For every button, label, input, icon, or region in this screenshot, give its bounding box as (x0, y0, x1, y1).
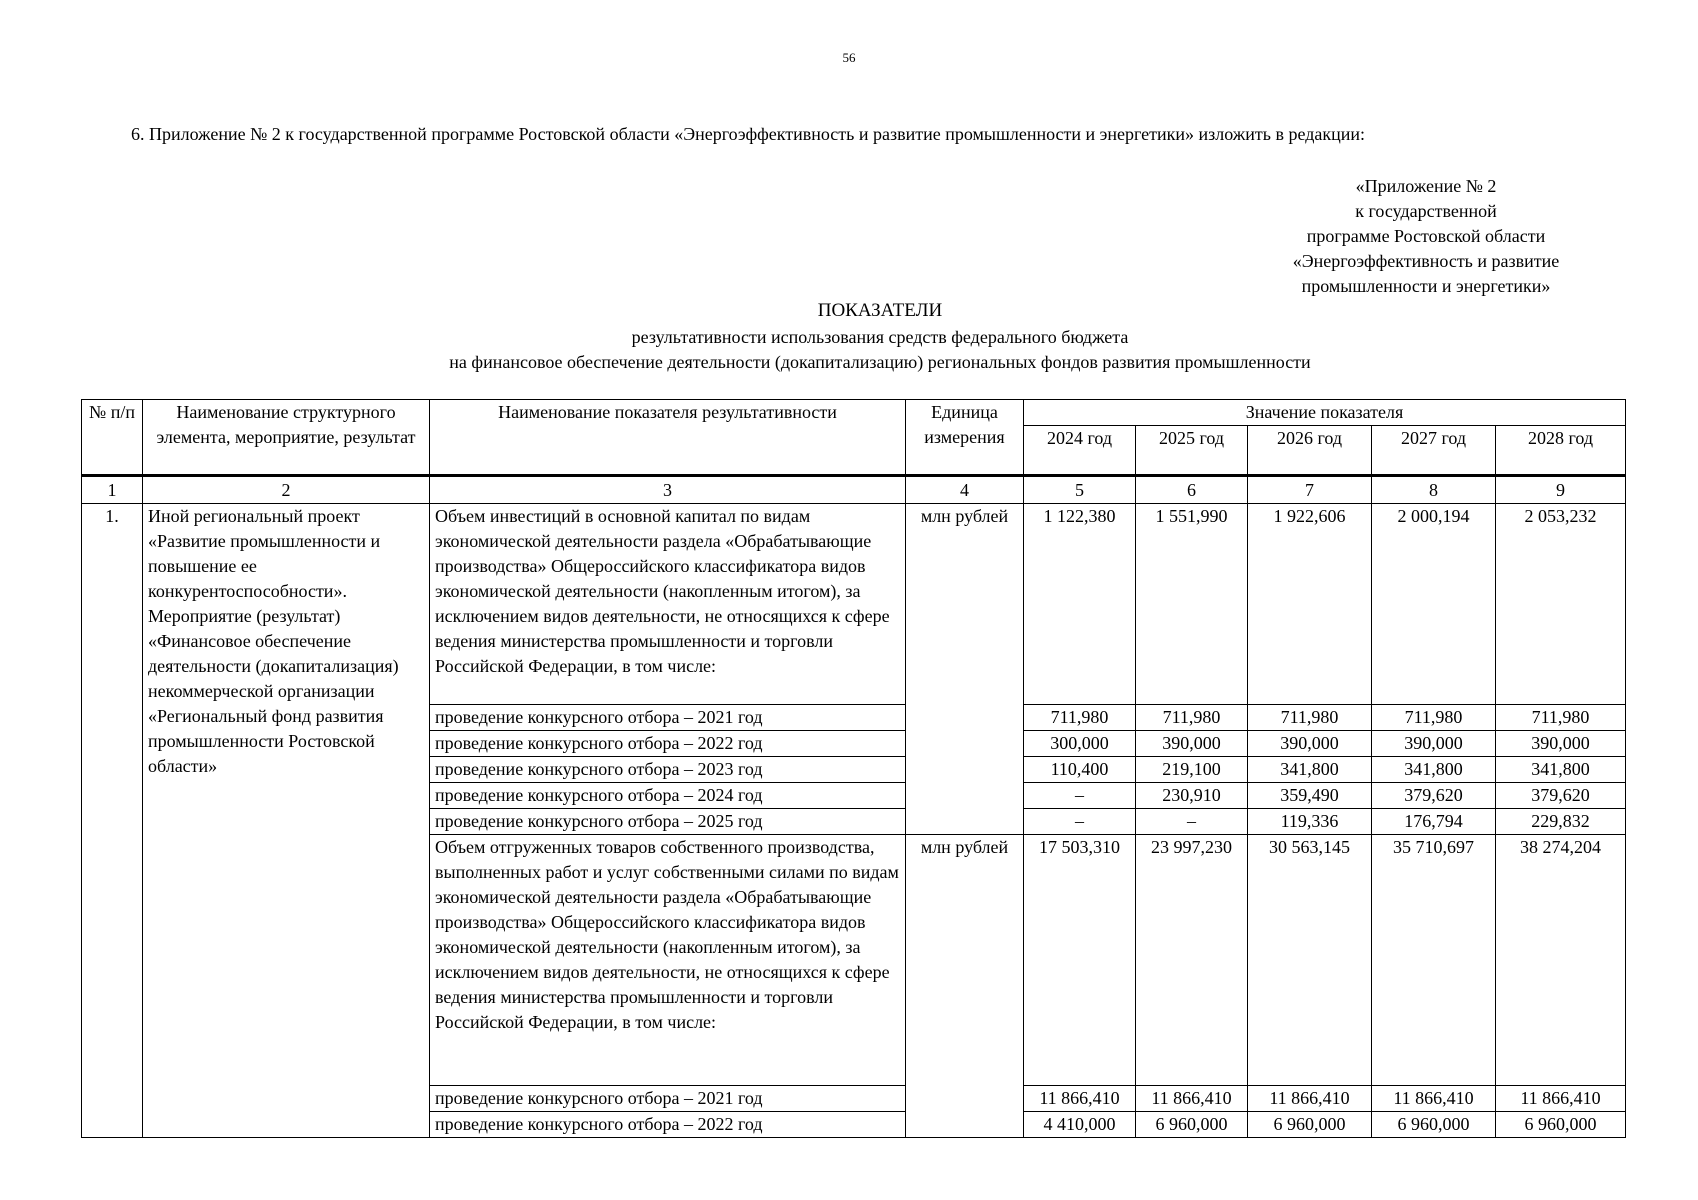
value-cell: 1 551,990 (1136, 504, 1248, 705)
indicators-table (81, 399, 1626, 1138)
value-cell: 341,800 (1496, 757, 1626, 783)
value-cell: 711,980 (1496, 705, 1626, 731)
value-cell: 711,980 (1372, 705, 1496, 731)
intro-paragraph: 6. Приложение № 2 к государственной программе Ростовской области «Энергоэффективность и развитие промышленности и энергетики» изложить в редакции: (131, 124, 1365, 144)
subrow-label: проведение конкурсного отбора – 2024 год (430, 783, 906, 809)
document-subtitle: результативности использования средств федерального бюджета (631, 327, 1129, 347)
header-year: 2025 год (1136, 426, 1248, 476)
header-year: 2028 год (1496, 426, 1626, 476)
value-cell: 2 053,232 (1496, 504, 1626, 705)
value-cell: 38 274,204 (1496, 835, 1626, 1086)
appendix-line: «Приложение № 2 (1355, 176, 1497, 196)
value-cell: 230,910 (1136, 783, 1248, 809)
header-year: 2027 год (1372, 426, 1496, 476)
value-cell: 11 866,410 (1372, 1086, 1496, 1112)
value-cell: 219,100 (1136, 757, 1248, 783)
header-row (82, 400, 1626, 426)
column-index: 1 (82, 476, 143, 504)
subrow-label: проведение конкурсного отбора – 2022 год (430, 731, 906, 757)
value-cell: 1 922,606 (1248, 504, 1372, 705)
subrow-label: проведение конкурсного отбора – 2021 год (430, 1086, 906, 1112)
header-col-no: № п/п (82, 400, 143, 476)
value-cell: 359,490 (1248, 783, 1372, 809)
value-cell: 176,794 (1372, 809, 1496, 835)
column-index: 6 (1136, 476, 1248, 504)
appendix-line: программе Ростовской области (1306, 226, 1546, 246)
value-cell: 390,000 (1372, 731, 1496, 757)
value-cell: 17 503,310 (1024, 835, 1136, 1086)
subrow-label: проведение конкурсного отбора – 2021 год (430, 705, 906, 731)
header-year: 2026 год (1248, 426, 1372, 476)
value-cell: 119,336 (1248, 809, 1372, 835)
structural-element-name: Иной региональный проект «Развитие промышленности и повышение ее конкурентоспособности». Мероприятие (результат) «Финансовое обеспечение деятельности (докапитализация) некоммерческой организации «Региональный фонд развития промышленности Ростовской области» (143, 504, 430, 1138)
column-index: 5 (1024, 476, 1136, 504)
value-cell: 6 960,000 (1372, 1112, 1496, 1138)
column-index: 3 (430, 476, 906, 504)
value-cell: 300,000 (1024, 731, 1136, 757)
value-cell: 379,620 (1496, 783, 1626, 809)
indicator-name: Объем отгруженных товаров собственного производства, выполненных работ и услуг собственными силами по видам экономической деятельности раздела «Обрабатывающие производства» Общероссийского классификатора видов экономической деятельности (накопленным итогом), за исключением видов деятельности, не относящихся к сфере ведения министерства промышленности и торговли Российской Федерации, в том числе: (430, 835, 906, 1086)
value-cell: – (1024, 783, 1136, 809)
appendix-line: промышленности и энергетики» (1301, 276, 1551, 296)
row-number: 1. (82, 504, 143, 1138)
value-cell: 390,000 (1136, 731, 1248, 757)
value-cell: 110,400 (1024, 757, 1136, 783)
header-col-unit: Единица измерения (906, 400, 1024, 476)
value-cell: 341,800 (1372, 757, 1496, 783)
value-cell: 229,832 (1496, 809, 1626, 835)
indicator-unit: млн рублей (906, 504, 1024, 835)
value-cell: 341,800 (1248, 757, 1372, 783)
value-cell: 1 122,380 (1024, 504, 1136, 705)
header-col-element: Наименование структурного элемента, мероприятие, результат (143, 400, 430, 476)
appendix-line: «Энергоэффективность и развитие (1292, 251, 1560, 271)
subrow-label: проведение конкурсного отбора – 2023 год (430, 757, 906, 783)
page-number: 56 (842, 50, 856, 65)
value-cell: 711,980 (1136, 705, 1248, 731)
value-cell: 379,620 (1372, 783, 1496, 809)
column-index: 2 (143, 476, 430, 504)
value-cell: 23 997,230 (1136, 835, 1248, 1086)
appendix-line: к государственной (1355, 201, 1497, 221)
value-cell: 2 000,194 (1372, 504, 1496, 705)
value-cell: 11 866,410 (1024, 1086, 1136, 1112)
column-index: 9 (1496, 476, 1626, 504)
column-index: 4 (906, 476, 1024, 504)
header-col-indicator: Наименование показателя результативности (430, 400, 906, 476)
value-cell: 11 866,410 (1136, 1086, 1248, 1112)
value-cell: 6 960,000 (1136, 1112, 1248, 1138)
table-row (82, 504, 1626, 705)
indicator-unit: млн рублей (906, 835, 1024, 1138)
appendix-label (1220, 174, 1632, 299)
subrow-label: проведение конкурсного отбора – 2025 год (430, 809, 906, 835)
document-title: ПОКАЗАТЕЛИ (817, 300, 943, 321)
value-cell: 390,000 (1496, 731, 1626, 757)
value-cell: 30 563,145 (1248, 835, 1372, 1086)
column-index-row (82, 476, 1626, 504)
indicator-name: Объем инвестиций в основной капитал по видам экономической деятельности раздела «Обрабатывающие производства» Общероссийского классификатора видов экономической деятельности (накопленным итогом), за исключением видов деятельности, не относящихся к сфере ведения министерства промышленности и торговли Российской Федерации, в том числе: (430, 504, 906, 705)
value-cell: 11 866,410 (1496, 1086, 1626, 1112)
value-cell: 11 866,410 (1248, 1086, 1372, 1112)
header-year: 2024 год (1024, 426, 1136, 476)
value-cell: 711,980 (1024, 705, 1136, 731)
column-index: 8 (1372, 476, 1496, 504)
header-value-group: Значение показателя (1024, 400, 1626, 426)
column-index: 7 (1248, 476, 1372, 504)
subrow-label: проведение конкурсного отбора – 2022 год (430, 1112, 906, 1138)
value-cell: 390,000 (1248, 731, 1372, 757)
value-cell: 6 960,000 (1496, 1112, 1626, 1138)
value-cell: 6 960,000 (1248, 1112, 1372, 1138)
value-cell: 4 410,000 (1024, 1112, 1136, 1138)
document-subtitle: на финансовое обеспечение деятельности (докапитализацию) региональных фондов развития промышленности (449, 352, 1311, 372)
value-cell: 711,980 (1248, 705, 1372, 731)
value-cell: – (1136, 809, 1248, 835)
value-cell: 35 710,697 (1372, 835, 1496, 1086)
value-cell: – (1024, 809, 1136, 835)
